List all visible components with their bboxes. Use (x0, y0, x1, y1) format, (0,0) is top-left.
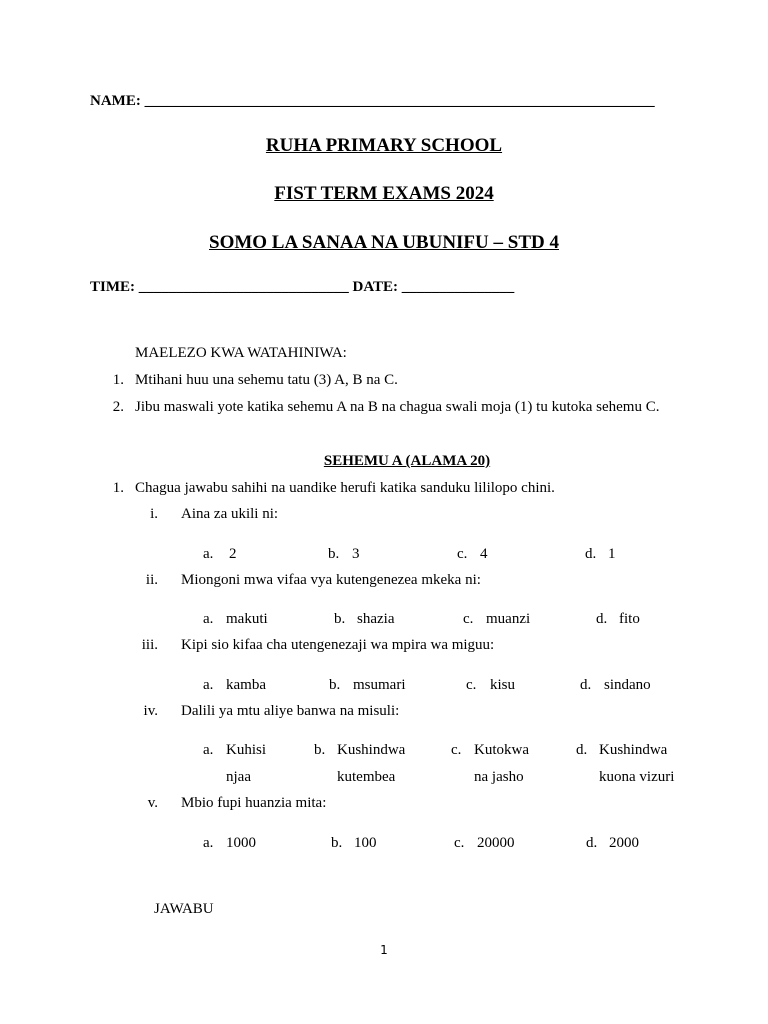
option-letter: c. (454, 835, 465, 851)
time-date-line: TIME: ____________________________ DATE: _______________ (90, 279, 515, 295)
option-text: shazia (357, 611, 395, 627)
option-text: makuti (226, 611, 268, 627)
subject-title: SOMO LA SANAA NA UBUNIFU – STD 4 (209, 232, 559, 253)
option-letter: b. (314, 742, 326, 758)
option-text-continued: kutembea (337, 769, 396, 785)
answer-label: JAWABU (154, 901, 214, 917)
option-letter: c. (451, 742, 462, 758)
option-letter: c. (463, 611, 474, 627)
option-text: 100 (354, 835, 377, 851)
sub-question-number: iv. (143, 703, 158, 719)
option-letter: c. (457, 546, 468, 562)
instruction-item: Mtihani huu una sehemu tatu (3) A, B na C. (135, 372, 398, 388)
option-text: 3 (352, 546, 360, 562)
option-letter: b. (328, 546, 340, 562)
option-letter: d. (585, 546, 597, 562)
school-title: RUHA PRIMARY SCHOOL (265, 135, 503, 156)
option-letter: d. (580, 677, 592, 693)
option-text: 4 (480, 546, 488, 562)
option-text: Kutokwa (474, 742, 529, 758)
option-letter: a. (203, 835, 214, 851)
option-text: Kushindwa (337, 742, 406, 758)
option-text: sindano (604, 677, 651, 693)
question-number: 1. (112, 480, 124, 496)
option-text: 20000 (477, 835, 515, 851)
option-text: kisu (490, 677, 516, 693)
option-text: 2000 (609, 835, 639, 851)
section-a-title: SEHEMU A (ALAMA 20) (323, 453, 491, 469)
option-text: Kuhisi (226, 742, 267, 758)
sub-question-text: Mbio fupi huanzia mita: (181, 795, 327, 811)
option-letter: a. (203, 611, 214, 627)
option-text-continued: kuona vizuri (599, 769, 675, 785)
option-letter: d. (576, 742, 588, 758)
option-text: 1000 (226, 835, 256, 851)
instruction-item: Jibu maswali yote katika sehemu A na B na chagua swali moja (1) tu kutoka sehemu C. (135, 399, 660, 415)
option-text-continued: njaa (226, 769, 251, 785)
exam-title: FIST TERM EXAMS 2024 (274, 183, 494, 204)
option-letter: d. (586, 835, 598, 851)
page-number: 1 (380, 943, 388, 957)
option-text: 2 (229, 546, 237, 562)
option-letter: a. (203, 677, 214, 693)
sub-question-text: Dalili ya mtu aliye banwa na misuli: (181, 703, 400, 719)
instruction-number: 1. (112, 372, 124, 388)
sub-question-number: i. (150, 506, 158, 522)
question-text: Chagua jawabu sahihi na uandike herufi katika sanduku lililopo chini. (135, 480, 555, 496)
option-letter: a. (203, 546, 214, 562)
sub-question-number: v. (147, 795, 158, 811)
option-letter: c. (466, 677, 477, 693)
option-letter: a. (203, 742, 214, 758)
sub-question-number: ii. (145, 572, 158, 588)
option-letter: b. (331, 835, 343, 851)
sub-question-number: iii. (141, 637, 158, 653)
option-letter: b. (334, 611, 346, 627)
option-text: msumari (353, 677, 406, 693)
sub-question-text: Kipi sio kifaa cha utengenezaji wa mpira wa miguu: (181, 637, 495, 653)
option-text: Kushindwa (599, 742, 668, 758)
option-text: fito (619, 611, 640, 627)
option-text: kamba (226, 677, 266, 693)
sub-question-text: Miongoni mwa vifaa vya kutengenezea mkeka ni: (181, 572, 481, 588)
option-letter: d. (596, 611, 608, 627)
instructions-title: MAELEZO KWA WATAHINIWA: (135, 345, 347, 361)
option-text-continued: na jasho (474, 769, 524, 785)
instruction-number: 2. (112, 399, 124, 415)
option-text: 1 (608, 546, 616, 562)
option-text: muanzi (486, 611, 531, 627)
sub-question-text: Aina za ukili ni: (181, 506, 279, 522)
name-line: NAME: ____________________________________________________________________ (90, 93, 655, 109)
option-letter: b. (329, 677, 341, 693)
